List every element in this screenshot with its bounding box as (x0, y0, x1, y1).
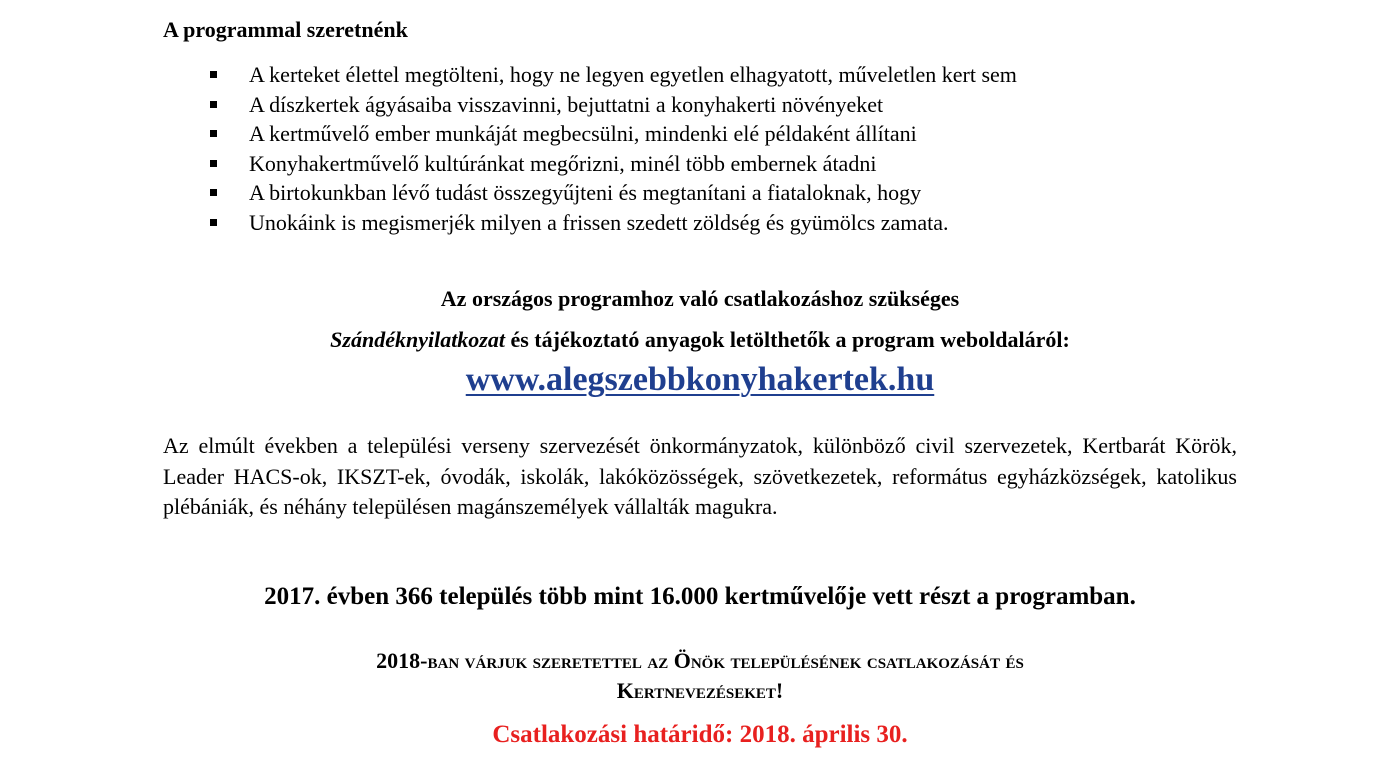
declaration-rest: és tájékoztató anyagok letölthetők a program weboldaláról: (504, 327, 1070, 352)
invitation-line-2: Kertnevezéseket! (616, 678, 784, 703)
requirement-heading: Az országos programhoz való csatlakozáshoz szükséges (440, 286, 960, 311)
square-bullet-icon (210, 130, 217, 137)
website-link-container (163, 360, 1237, 400)
invitation-line-1: 2018-ban várjuk szeretettel az Önök településének csatlakozását és (376, 648, 1024, 673)
list-item-text: A kerteket élettel megtölteni, hogy ne legyen egyetlen elhagyatott, műveletlen kert sem (249, 62, 1017, 87)
square-bullet-icon (210, 189, 217, 196)
declaration-italic: Szándéknyilatkozat (330, 327, 505, 352)
square-bullet-icon (210, 101, 217, 108)
website-link[interactable]: www.alegszebbkonyhakertek.hu (465, 361, 935, 398)
list-item-text: Konyhakertművelő kultúránkat megőrizni, minél több embernek átadni (249, 150, 877, 176)
list-item-text: A birtokunkban lévő tudást összegyűjteni és megtanítani a fiataloknak, hogy (249, 180, 922, 206)
square-bullet-icon (210, 71, 217, 78)
deadline-notice: Csatlakozási határidő: 2018. április 30. (492, 721, 908, 748)
organizers-paragraph: Az elmúlt években a települési verseny szervezését önkormányzatok, különböző civil szervezetek, Kertbarát Körök, Leader HACS-ok, IKSZT-ek, óvodák, iskolák, lakóközösségek, szövetkezetek, református egyházközségek, katolikus plébániák, és néhány településen magánszemélyek vállalták magukra. (163, 433, 1237, 519)
section-heading: A programmal szeretnénk (163, 17, 408, 42)
participation-statistic: 2017. évben 366 település több mint 16.000 kertművelője vett részt a programban. (264, 583, 1136, 610)
list-item-text: Unokáink is megismerjék milyen a frissen szedett zöldség és gyümölcs zamata. (249, 209, 949, 235)
square-bullet-icon (210, 160, 217, 167)
declaration-line (163, 327, 1237, 353)
square-bullet-icon (210, 219, 217, 226)
list-item-text: A kertművelő ember munkáját megbecsülni, mindenki elé példaként állítani (249, 121, 917, 147)
invitation-text (163, 646, 1237, 706)
list-item-text: A díszkertek ágyásaiba visszavinni, bejuttatni a konyhakerti növényeket (249, 91, 884, 117)
